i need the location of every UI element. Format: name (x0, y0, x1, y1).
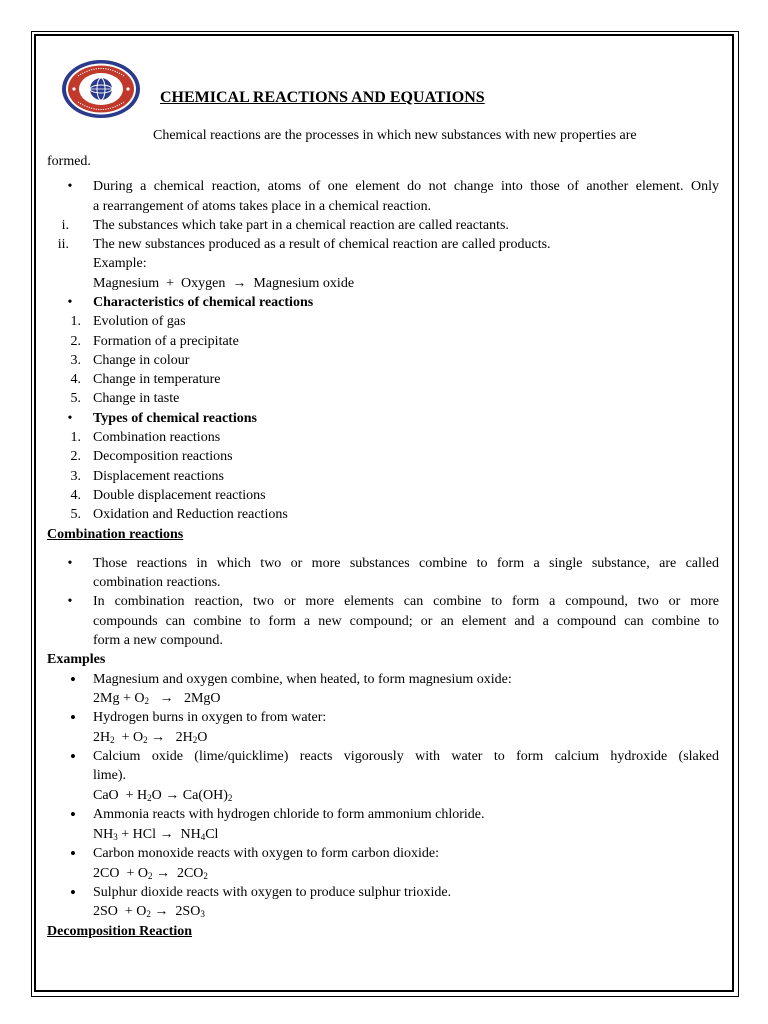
type-item: Combination reactions (93, 430, 221, 445)
bullet-icon: • (67, 295, 73, 310)
list-number: 3. (70, 353, 81, 368)
bullet1-line-1: During a chemical reaction, atoms of one element do not change into those of another element. Only (93, 179, 719, 194)
example-equation: $2SO + O_2 \to 2SO_3$ (93, 904, 205, 919)
example-equation: CaO + $H_2O \to Ca(OH)_2$ (93, 788, 233, 803)
roman-item-i: The substances which take part in a chemical reaction are called reactants. (93, 218, 509, 233)
example-text: Sulphur dioxide reacts with oxygen to produce sulphur trioxide. (93, 885, 452, 900)
list-number: 5. (70, 507, 81, 522)
example-equation: $2H_2 + O_2 \to 2H_2O$ (93, 730, 208, 745)
characteristic-item: Change in temperature (93, 372, 221, 387)
list-number: 1. (70, 430, 81, 445)
decomposition-heading: Decomposition Reaction (47, 924, 193, 939)
bullet-icon: • (67, 556, 73, 571)
list-number: 5. (70, 391, 81, 406)
characteristics-heading: Characteristics of chemical reactions (93, 295, 314, 310)
example-equation: Magnesium + Oxygen → Magnesium oxide (93, 276, 355, 291)
example-text-cont: lime). (93, 768, 127, 783)
list-number: 1. (70, 314, 81, 329)
characteristic-item: Change in taste (93, 391, 180, 406)
roman-marker-ii: ii. (57, 237, 69, 252)
list-number: 4. (70, 488, 81, 503)
example-label: Example: (93, 256, 147, 271)
example-text: Ammonia reacts with hydrogen chloride to form ammonium chloride. (93, 807, 485, 822)
list-number: 2. (70, 449, 81, 464)
bullet-icon: • (70, 747, 76, 766)
example-equation: $2CO + O_2 \to 2CO_2$ (93, 866, 208, 881)
example-text: Magnesium and oxygen combine, when heated, to form magnesium oxide: (93, 672, 512, 687)
type-item: Oxidation and Reduction reactions (93, 507, 288, 522)
bullet-icon: • (67, 411, 73, 426)
bullet1-line-2: a rearrangement of atoms takes place in a chemical reaction. (93, 199, 432, 214)
examples-heading: Examples (47, 652, 106, 667)
characteristic-item: Formation of a precipitate (93, 334, 239, 349)
roman-marker-i: i. (61, 218, 69, 233)
list-number: 4. (70, 372, 81, 387)
bullet-icon: • (67, 179, 73, 194)
combination-bullet2-line-2: compounds can combine to form a new compound; or an element and a compound can combine to (93, 614, 719, 629)
bullet-icon: • (70, 844, 76, 863)
example-equation: $NH_3$ + HCl → $NH_4Cl$ (93, 827, 219, 842)
combination-heading: Combination reactions (47, 527, 184, 542)
example-text: Calcium oxide (lime/quicklime) reacts vigorously with water to form calcium hydroxide (slaked (93, 749, 719, 764)
type-item: Decomposition reactions (93, 449, 233, 464)
characteristic-item: Evolution of gas (93, 314, 186, 329)
combination-bullet2-line-1: In combination reaction, two or more elements can combine to form a compound, two or more (93, 594, 719, 609)
roman-item-ii: The new substances produced as a result of chemical reaction are called products. (93, 237, 551, 252)
bullet-icon: • (70, 883, 76, 902)
combination-bullet1-line-1: Those reactions in which two or more substances combine to form a single substance, are called (93, 556, 719, 571)
list-number: 2. (70, 334, 81, 349)
combination-bullet1-line-2: combination reactions. (93, 575, 221, 590)
combination-bullet2-line-3: form a new compound. (93, 633, 223, 648)
bullet-icon: • (70, 805, 76, 824)
bullet-icon: • (70, 708, 76, 727)
example-text: Hydrogen burns in oxygen to from water: (93, 710, 327, 725)
bullet-icon: • (70, 670, 76, 689)
intro-line-1: Chemical reactions are the processes in which new substances with new properties are (153, 128, 637, 143)
types-heading: Types of chemical reactions (93, 411, 257, 426)
example-equation: $2Mg + O_2 \to 2MgO$ (93, 691, 221, 706)
intro-line-2: formed. (47, 154, 91, 169)
example-text: Carbon monoxide reacts with oxygen to form carbon dioxide: (93, 846, 440, 861)
type-item: Displacement reactions (93, 469, 225, 484)
characteristic-item: Change in colour (93, 353, 190, 368)
school-logo (60, 58, 142, 120)
bullet-icon: • (67, 594, 73, 609)
type-item: Double displacement reactions (93, 488, 266, 503)
page-title: CHEMICAL REACTIONS AND EQUATIONS (160, 89, 485, 106)
list-number: 3. (70, 469, 81, 484)
